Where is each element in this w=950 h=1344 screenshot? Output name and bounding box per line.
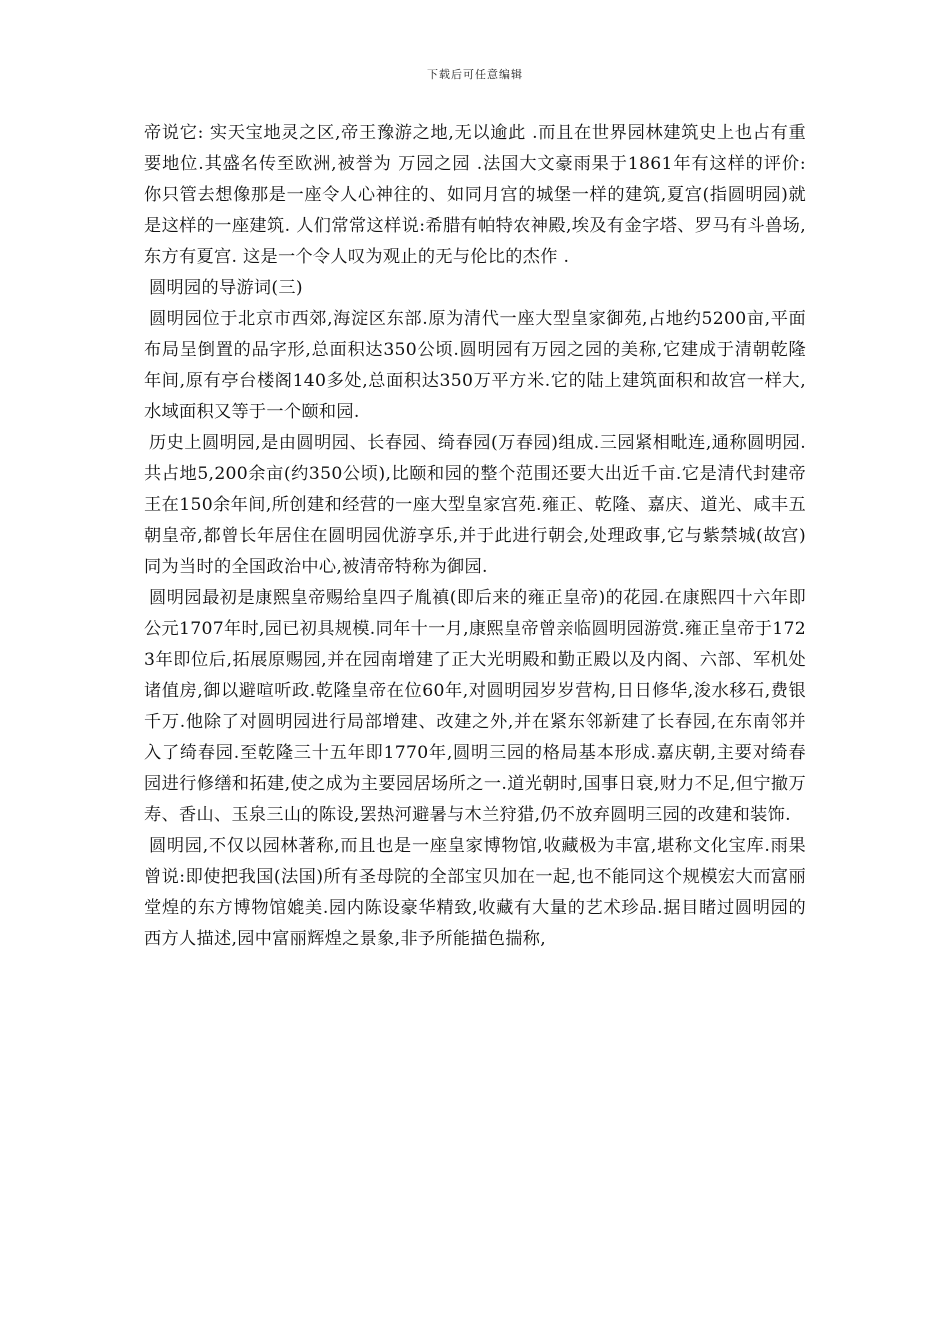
page-header: 下载后可任意编辑 [427,68,523,81]
document-body [144,118,806,955]
section-heading: 圆明园的导游词(三) [149,278,303,298]
paragraph-quote-continuation: 帝说它: 实天宝地灵之区,帝王豫游之地,无以逾此 .而且在世界园林建筑史上也占有重要地位.其盛名传至欧洲,被誉为 万园之园 .法国大文豪雨果于1861年有这样的评价: 你只管去想像那是一座令人心神往的、如同月宫的城堡一样的建筑,夏宫(指圆明园)就是这样的一座建筑. 人们常常这样说:希腊有帕特农神殿,埃及有金字塔、罗马有斗兽场,东方有夏宫. 这是一个令人叹为观止的无与伦比的杰作 . [144,123,806,267]
paragraph-museum: 圆明园,不仅以园林著称,而且也是一座皇家博物馆,收藏极为丰富,堪称文化宝库.雨果曾说:即使把我国(法国)所有圣母院的全部宝贝加在一起,也不能同这个规模宏大而富丽堂煌的东方博物馆媲美.园内陈设豪华精致,收藏有大量的艺术珍品.据目睹过圆明园的西方人描述,园中富丽辉煌之景象,非予所能描色揣称, [144,836,806,949]
paragraph-origins: 圆明园最初是康熙皇帝赐给皇四子胤禛(即后来的雍正皇帝)的花园.在康熙四十六年即公元1707年时,园已初具规模.同年十一月,康熙皇帝曾亲临圆明园游赏.雍正皇帝于1723年即位后,拓展原赐园,并在园南增建了正大光明殿和勤正殿以及内阁、六部、军机处诸值房,御以避喧听政.乾隆皇帝在位60年,对圆明园岁岁营构,日日修华,浚水移石,费银千万.他除了对圆明园进行局部增建、改建之外,并在紧东邻新建了长春园,在东南邻并入了绮春园.至乾隆三十五年即1770年,圆明三园的格局基本形成.嘉庆朝,主要对绮春园进行修缮和拓建,使之成为主要园居场所之一.道光朝时,国事日衰,财力不足,但宁撤万寿、香山、玉泉三山的陈设,罢热河避暑与木兰狩猎,仍不放弃圆明三园的改建和装饰. [144,588,806,825]
paragraph-location: 圆明园位于北京市西郊,海淀区东部.原为清代一座大型皇家御苑,占地约5200亩,平面布局呈倒置的品字形,总面积达350公顷.圆明园有万园之园的美称,它建成于清朝乾隆年间,原有亭台楼阁140多处,总面积达350万平方米.它的陆上建筑面积和故宫一样大,水域面积又等于一个颐和园. [144,309,806,422]
paragraph-history: 历史上圆明园,是由圆明园、长春园、绮春园(万春园)组成.三园紧相毗连,通称圆明园.共占地5,200余亩(约350公顷),比颐和园的整个范围还要大出近千亩.它是清代封建帝王在150余年间,所创建和经营的一座大型皇家宫苑.雍正、乾隆、嘉庆、道光、咸丰五朝皇帝,都曾长年居住在圆明园优游享乐,并于此进行朝会,处理政事,它与紫禁城(故宫)同为当时的全国政治中心,被清帝特称为御园. [144,433,806,577]
